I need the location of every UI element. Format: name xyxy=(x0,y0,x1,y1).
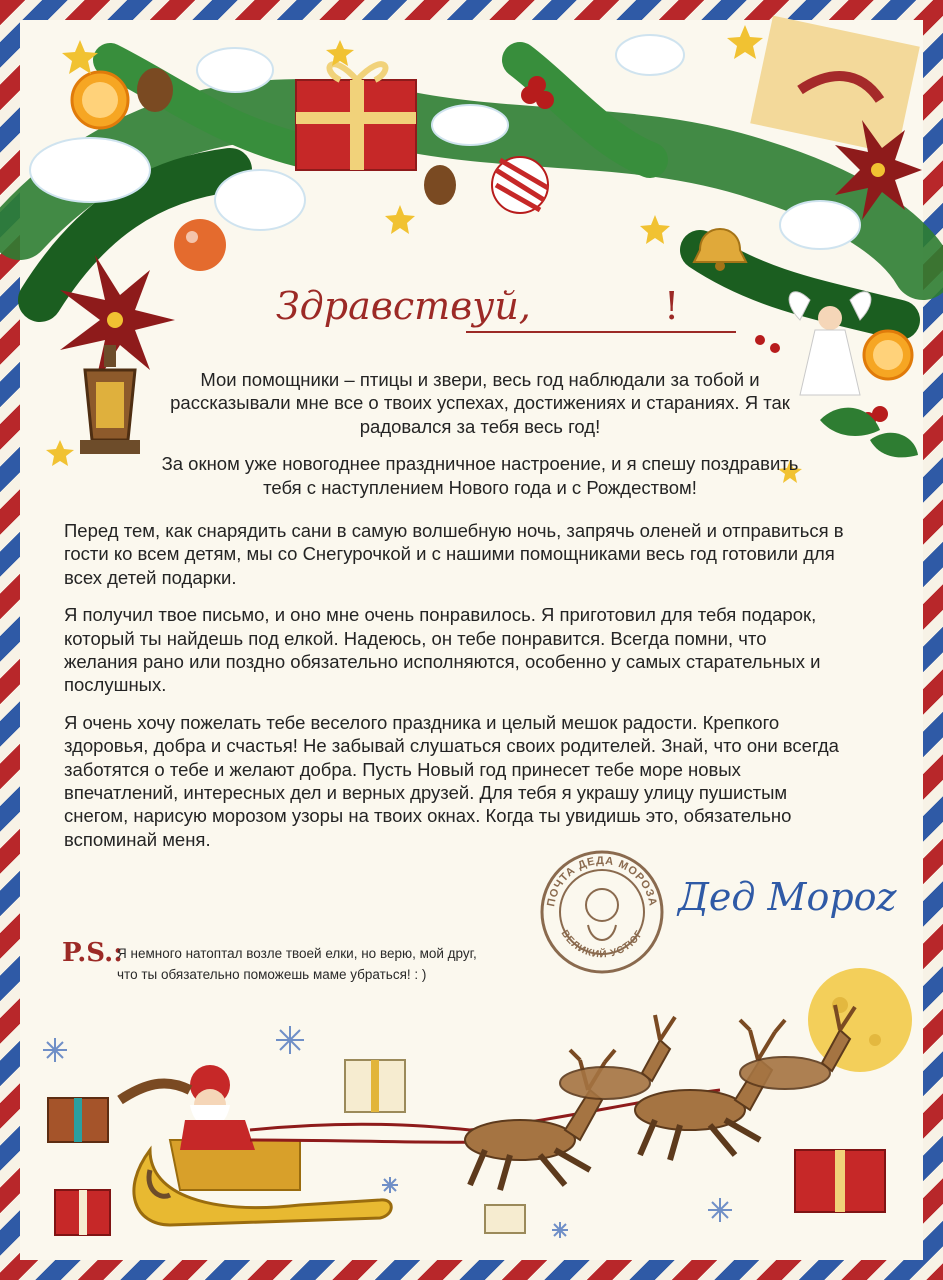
intro-paragraph: Мои помощники – птицы и звери, весь год наблюдали за тобой и рассказывали мне все о твоих успехах, достижениях и стараниях. Я так радовался за тебя весь год! xyxy=(170,369,790,437)
greeting-line xyxy=(276,284,696,344)
body-paragraph: Я получил твое письмо, и оно мне очень понравилось. Я приготовил для тебя подарок, который ты найдешь под елкой. Надеюсь, он тебе понравится. Всегда помни, что желания рано или поздно обязательно исполняются, особенно у самых старательных и послушных. xyxy=(64,604,821,696)
signature: Дед Мороz xyxy=(678,875,897,919)
stamp-top-text: ПОЧТА ДЕДА МОРОЗА xyxy=(545,854,659,908)
name-blank-line xyxy=(466,331,736,333)
envelope-corner xyxy=(750,16,920,155)
body-paragraph: Перед тем, как снарядить сани в самую волшебную ночь, запрячь оленей и отправиться в гости ко всем детям, мы со Снегурочкой и с нашими помощниками весь год готовили для всех детей подарки. xyxy=(64,520,844,588)
ps-text xyxy=(117,943,577,985)
ps-label: P.S.: xyxy=(62,938,123,968)
intro-paragraph: За окном уже новогоднее праздничное настроение, и я спешу поздравить тебя с наступлением Нового года и с Рождеством! xyxy=(161,453,799,498)
gift-box xyxy=(296,64,416,170)
greeting-word: Здравствуй, xyxy=(276,284,531,328)
ps-line: Я немного натоптал возле твоей елки, но верю, мой друг, xyxy=(117,946,477,961)
moon xyxy=(808,968,912,1072)
stamp-bottom-text: ВЕЛИКИЙ УСТЮГ xyxy=(558,928,646,961)
holly-leaves xyxy=(820,408,918,458)
ps-line: что ты обязательно поможешь маме убраться! : ) xyxy=(117,967,427,982)
lantern xyxy=(80,345,140,454)
greeting-exclamation: ! xyxy=(664,284,680,328)
intro-text xyxy=(150,368,810,513)
body-paragraph: Я очень хочу пожелать тебе веселого праздника и целый мешок радости. Крепкого здоровья, добра и счастья! Не забывай слушаться своих родителей. Знай, что они всегда заботятся о тебе и желают добра. Пусть Новый год принесет тебе море новых впечатлений, интересных дел и верных друзей. Для тебя я украшу улицу пушистым снегом, нарисую морозом узоры на твоих окнах. Когда ты увидишь это, обязательно вспоминай меня. xyxy=(64,711,839,850)
letter-body xyxy=(64,519,844,865)
